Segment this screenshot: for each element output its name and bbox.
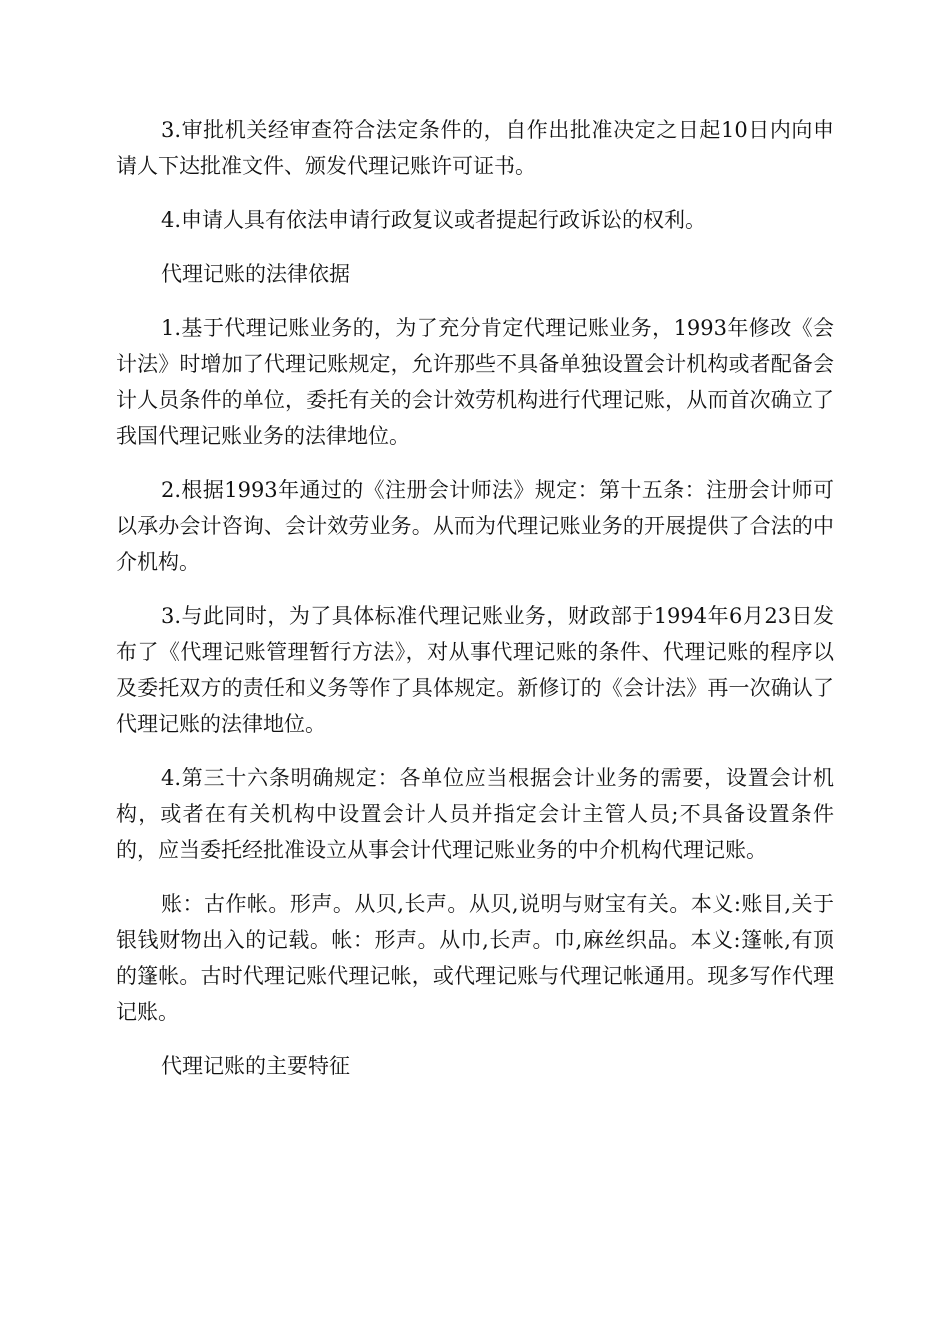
section-heading-main-features: 代理记账的主要特征 — [161, 1054, 350, 1078]
paragraph-legal-basis-4: 4.第三十六条明确规定：各单位应当根据会计业务的需要，设置会计机构，或者在有关机构中设置会计人员并指定会计主管人员;不具备设置条件的，应当委托经批准设立从事会计代理记账业务的中介机构代理记账。 — [116, 766, 834, 862]
paragraph-legal-basis-3: 3.与此同时，为了具体标准代理记账业务，财政部于1994年6月23日发布了《代理记账管理暂行方法》，对从事代理记账的条件、代理记账的程序以及委托双方的责任和义务等作了具体规定。新修订的《会计法》再一次确认了代理记账的法律地位。 — [116, 604, 834, 736]
paragraph-legal-basis-1: 1.基于代理记账业务的，为了充分肯定代理记账业务，1993年修改《会计法》时增加了代理记账规定，允许那些不具备单独设置会计机构或者配备会计人员条件的单位，委托有关的会计效劳机构进行代理记账，从而首次确立了我国代理记账业务的法律地位。 — [116, 316, 834, 448]
paragraph-applicant-rights: 4.申请人具有依法申请行政复议或者提起行政诉讼的权利。 — [161, 208, 707, 232]
paragraph-legal-basis-2: 2.根据1993年通过的《注册会计师法》规定：第十五条：注册会计师可以承办会计咨询、会计效劳业务。从而为代理记账业务的开展提供了合法的中介机构。 — [116, 478, 834, 574]
paragraph-approval-decision: 3.审批机关经审查符合法定条件的，自作出批准决定之日起10日内向申请人下达批准文件、颁发代理记账许可证书。 — [116, 118, 834, 178]
paragraph-etymology: 账：古作帐。形声。从贝,长声。从贝,说明与财宝有关。本义:账目,关于银钱财物出入的记载。帐：形声。从巾,长声。巾,麻丝织品。本义:篷帐,有顶的篷帐。古时代理记账代理记帐，或代理记账与代理记帐通用。现多写作代理记账。 — [116, 892, 834, 1024]
document-body — [116, 112, 834, 1102]
section-heading-legal-basis: 代理记账的法律依据 — [161, 262, 350, 286]
